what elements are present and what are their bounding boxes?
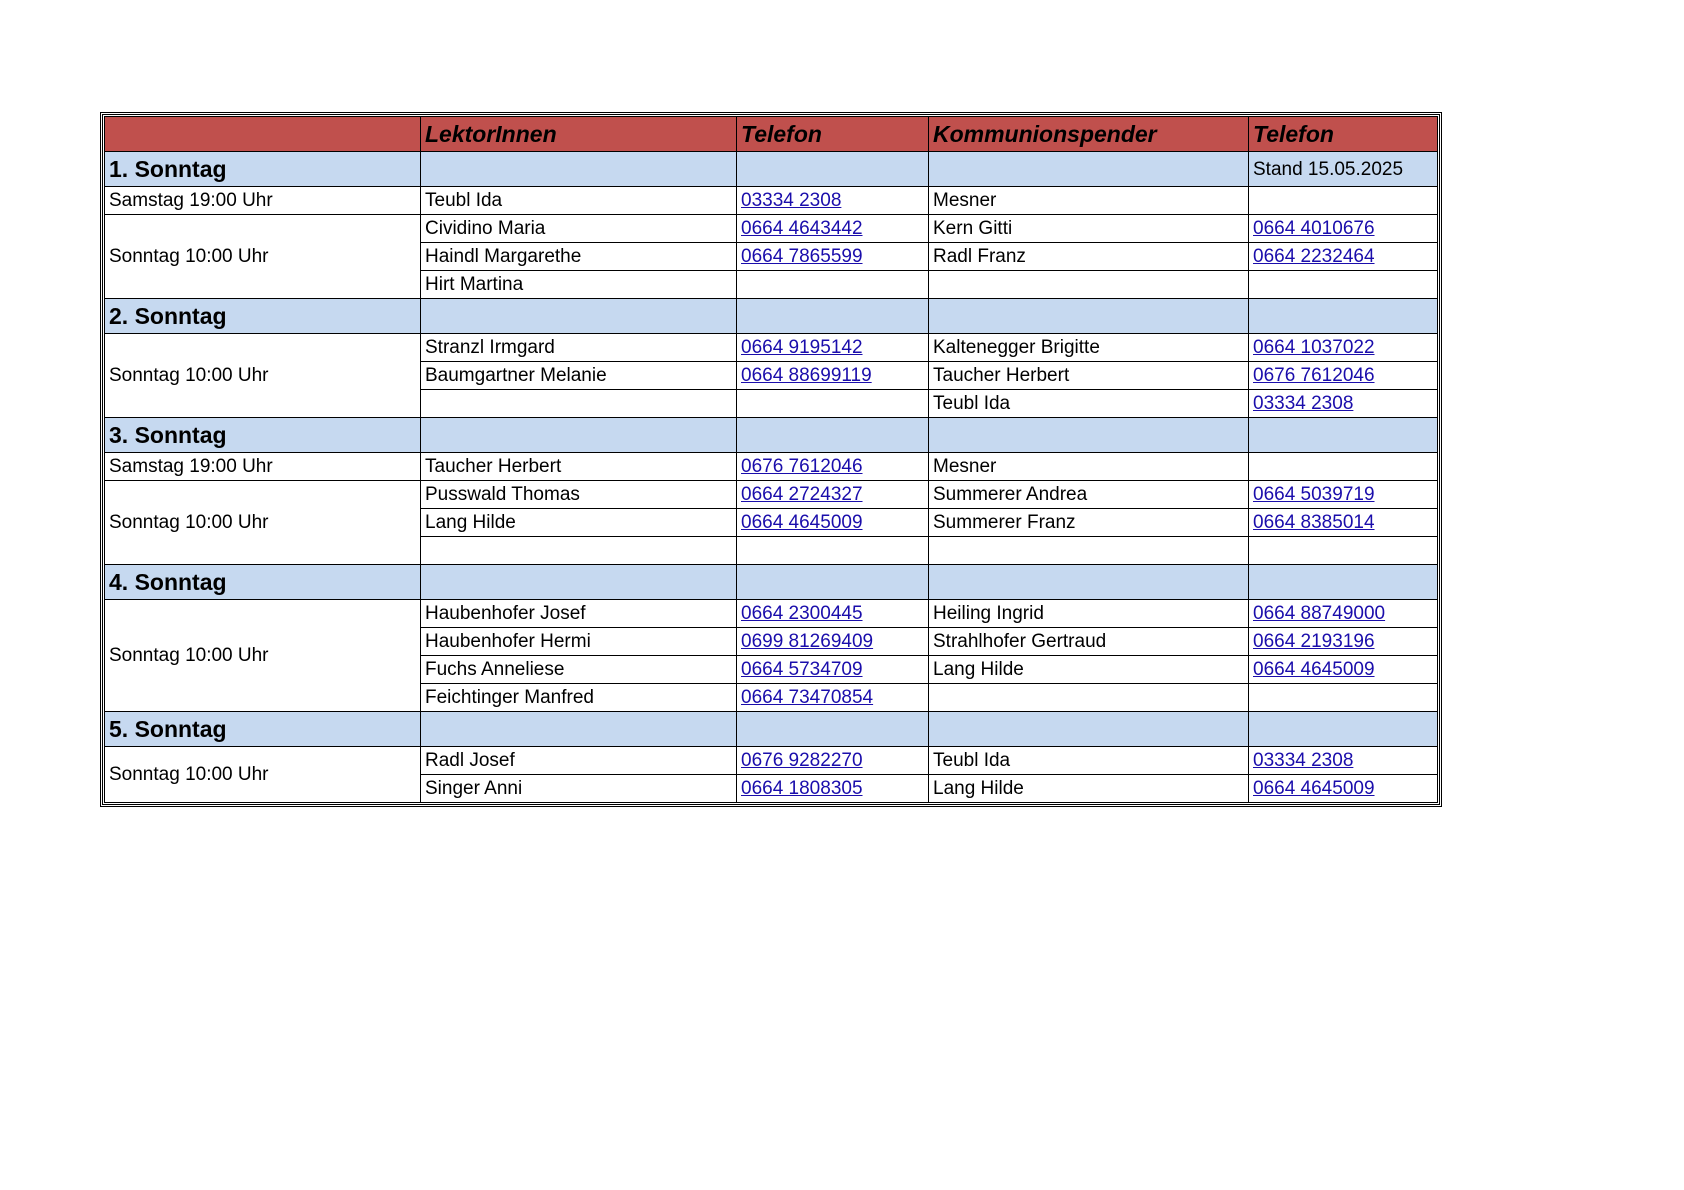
kommunion-phone-link[interactable]: 03334 2308: [1253, 393, 1354, 414]
kommunion-phone-cell: [1249, 481, 1438, 509]
kommunion-name: [929, 537, 1249, 565]
section-empty-cell: [421, 712, 737, 747]
section-empty-cell: [1249, 565, 1438, 600]
lektor-phone-link[interactable]: 03334 2308: [741, 190, 842, 211]
lektor-phone-link[interactable]: 0664 2724327: [741, 484, 863, 505]
lektor-phone-cell: [737, 509, 929, 537]
section-empty-cell: [737, 418, 929, 453]
kommunion-phone-link[interactable]: 0664 8385014: [1253, 512, 1375, 533]
lektor-phone-cell: [737, 537, 929, 565]
service-time: Sonntag 10:00 Uhr: [105, 215, 421, 299]
lektor-phone-link[interactable]: 0664 4645009: [741, 512, 863, 533]
section-empty-cell: [929, 565, 1249, 600]
lektor-phone-cell: [737, 243, 929, 271]
lektor-phone-cell: [737, 215, 929, 243]
table-row: [105, 215, 1438, 243]
kommunion-name: Radl Franz: [929, 243, 1249, 271]
section-header-row: [105, 565, 1438, 600]
table-row: [105, 187, 1438, 215]
lektor-name: Lang Hilde: [421, 509, 737, 537]
kommunion-name: Mesner: [929, 187, 1249, 215]
lektor-name: Fuchs Anneliese: [421, 656, 737, 684]
lektor-phone-cell: [737, 747, 929, 775]
kommunion-phone-link[interactable]: 0664 4645009: [1253, 659, 1375, 680]
kommunion-phone-cell: [1249, 271, 1438, 299]
lektor-name: [421, 537, 737, 565]
table-row: [105, 334, 1438, 362]
section-empty-cell: [929, 152, 1249, 187]
lektor-phone-link[interactable]: 0664 73470854: [741, 687, 874, 708]
kommunion-phone-link[interactable]: 03334 2308: [1253, 750, 1354, 771]
lektor-phone-cell: [737, 362, 929, 390]
section-empty-cell: [1249, 418, 1438, 453]
section-empty-cell: [421, 152, 737, 187]
kommunion-name: Strahlhofer Gertraud: [929, 628, 1249, 656]
table-row: [105, 453, 1438, 481]
lektor-phone-cell: [737, 684, 929, 712]
lektor-name: [421, 390, 737, 418]
lektor-phone-cell: [737, 334, 929, 362]
service-time: Sonntag 10:00 Uhr: [105, 334, 421, 418]
header-lektoren: LektorInnen: [421, 117, 737, 152]
lektor-name: Hirt Martina: [421, 271, 737, 299]
lektor-name: Pusswald Thomas: [421, 481, 737, 509]
lektor-name: Singer Anni: [421, 775, 737, 803]
section-empty-cell: [1249, 299, 1438, 334]
kommunion-phone-link[interactable]: 0664 5039719: [1253, 484, 1375, 505]
kommunion-phone-link[interactable]: 0664 4010676: [1253, 218, 1375, 239]
lektor-phone-cell: [737, 453, 929, 481]
kommunion-phone-link[interactable]: 0664 4645009: [1253, 778, 1375, 799]
header-row: [105, 117, 1438, 152]
lektor-name: Haubenhofer Hermi: [421, 628, 737, 656]
service-time: Sonntag 10:00 Uhr: [105, 747, 421, 803]
lektor-name: Haindl Margarethe: [421, 243, 737, 271]
lektor-phone-cell: [737, 481, 929, 509]
lektor-phone-link[interactable]: 0664 4643442: [741, 218, 863, 239]
kommunion-phone-cell: [1249, 684, 1438, 712]
schedule-table: [104, 116, 1438, 803]
table-row: [105, 600, 1438, 628]
kommunion-name: Heiling Ingrid: [929, 600, 1249, 628]
lektor-name: Feichtinger Manfred: [421, 684, 737, 712]
service-time: Samstag 19:00 Uhr: [105, 187, 421, 215]
header-kommunionspender: Kommunionspender: [929, 117, 1249, 152]
kommunion-phone-link[interactable]: 0664 88749000: [1253, 603, 1386, 624]
lektor-name: Stranzl Irmgard: [421, 334, 737, 362]
lektor-phone-link[interactable]: 0699 81269409: [741, 631, 874, 652]
header-telefon-lektoren: Telefon: [737, 117, 929, 152]
kommunion-phone-cell: [1249, 187, 1438, 215]
kommunion-name: Summerer Franz: [929, 509, 1249, 537]
section-empty-cell: [737, 299, 929, 334]
kommunion-phone-cell: [1249, 775, 1438, 803]
table-row: [105, 481, 1438, 509]
kommunion-phone-cell: [1249, 390, 1438, 418]
service-time: Sonntag 10:00 Uhr: [105, 600, 421, 712]
kommunion-name: Teubl Ida: [929, 390, 1249, 418]
kommunion-name: [929, 684, 1249, 712]
kommunion-phone-cell: [1249, 537, 1438, 565]
section-header-row: [105, 712, 1438, 747]
kommunion-phone-link[interactable]: 0664 2193196: [1253, 631, 1375, 652]
lektor-phone-link[interactable]: 0664 1808305: [741, 778, 863, 799]
lektor-name: Cividino Maria: [421, 215, 737, 243]
header-empty-cell: [105, 117, 421, 152]
kommunion-phone-cell: [1249, 747, 1438, 775]
kommunion-name: Lang Hilde: [929, 775, 1249, 803]
lektor-phone-link[interactable]: 0664 9195142: [741, 337, 863, 358]
kommunion-name: Kern Gitti: [929, 215, 1249, 243]
section-title: 3. Sonntag: [105, 418, 421, 453]
service-time: Samstag 19:00 Uhr: [105, 453, 421, 481]
section-empty-cell: [929, 418, 1249, 453]
section-title: 2. Sonntag: [105, 299, 421, 334]
section-empty-cell: [421, 418, 737, 453]
lektor-name: Teubl Ida: [421, 187, 737, 215]
section-empty-cell: [1249, 712, 1438, 747]
section-title: 4. Sonntag: [105, 565, 421, 600]
lektor-phone-cell: [737, 656, 929, 684]
lektor-phone-link[interactable]: 0664 2300445: [741, 603, 863, 624]
kommunion-name: Teubl Ida: [929, 747, 1249, 775]
kommunion-phone-cell: [1249, 243, 1438, 271]
section-empty-cell: [929, 712, 1249, 747]
kommunion-name: Summerer Andrea: [929, 481, 1249, 509]
kommunion-phone-cell: [1249, 215, 1438, 243]
section-title: 1. Sonntag: [105, 152, 421, 187]
kommunion-phone-link[interactable]: 0664 1037022: [1253, 337, 1375, 358]
table-row: [105, 747, 1438, 775]
lektor-phone-link[interactable]: 0664 88699119: [741, 365, 872, 386]
section-empty-cell: [737, 712, 929, 747]
kommunion-phone-cell: [1249, 628, 1438, 656]
lektor-phone-cell: [737, 390, 929, 418]
lektor-name: Taucher Herbert: [421, 453, 737, 481]
kommunion-phone-cell: [1249, 362, 1438, 390]
stand-date: Stand 15.05.2025: [1249, 152, 1438, 187]
kommunion-phone-cell: [1249, 334, 1438, 362]
lektor-phone-link[interactable]: 0664 5734709: [741, 659, 863, 680]
kommunion-name: Kaltenegger Brigitte: [929, 334, 1249, 362]
kommunion-phone-link[interactable]: 0676 7612046: [1253, 365, 1375, 386]
kommunion-name: Lang Hilde: [929, 656, 1249, 684]
section-header-row: [105, 299, 1438, 334]
lektor-phone-cell: [737, 775, 929, 803]
service-time: Sonntag 10:00 Uhr: [105, 481, 421, 565]
section-empty-cell: [737, 152, 929, 187]
kommunion-phone-cell: [1249, 656, 1438, 684]
lektor-name: Baumgartner Melanie: [421, 362, 737, 390]
lektor-phone-link[interactable]: 0676 9282270: [741, 750, 863, 771]
lektor-phone-link[interactable]: 0664 7865599: [741, 246, 863, 267]
lektor-name: Radl Josef: [421, 747, 737, 775]
lektor-phone-cell: [737, 600, 929, 628]
section-empty-cell: [929, 299, 1249, 334]
schedule-sheet: [100, 112, 1442, 807]
schedule-body: [105, 117, 1438, 803]
kommunion-phone-cell: [1249, 453, 1438, 481]
header-telefon-kommunion: Telefon: [1249, 117, 1438, 152]
lektor-phone-cell: [737, 271, 929, 299]
lektor-name: Haubenhofer Josef: [421, 600, 737, 628]
lektor-phone-cell: [737, 187, 929, 215]
section-header-row: [105, 152, 1438, 187]
kommunion-name: Taucher Herbert: [929, 362, 1249, 390]
kommunion-phone-cell: [1249, 600, 1438, 628]
kommunion-name: Mesner: [929, 453, 1249, 481]
section-empty-cell: [737, 565, 929, 600]
kommunion-phone-cell: [1249, 509, 1438, 537]
section-title: 5. Sonntag: [105, 712, 421, 747]
lektor-phone-cell: [737, 628, 929, 656]
section-header-row: [105, 418, 1438, 453]
section-empty-cell: [421, 299, 737, 334]
lektor-phone-link[interactable]: 0676 7612046: [741, 456, 863, 477]
section-empty-cell: [421, 565, 737, 600]
kommunion-phone-link[interactable]: 0664 2232464: [1253, 246, 1375, 267]
kommunion-name: [929, 271, 1249, 299]
